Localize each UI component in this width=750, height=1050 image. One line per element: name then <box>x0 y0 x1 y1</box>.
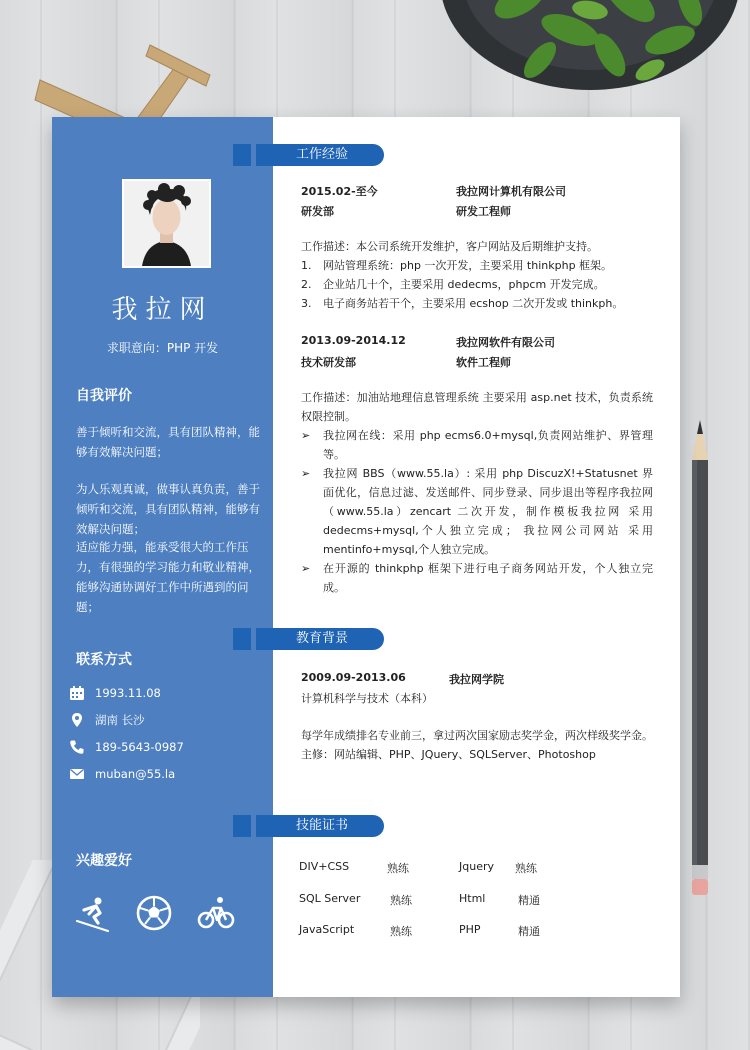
hobbies-heading: 兴趣爱好 <box>76 853 132 869</box>
self-eval-paragraph-2: 为人乐观真诚，做事认真负责，善于倾听和交流，具有团队精神，能够有效解决问题； <box>76 482 260 536</box>
skiing-icon <box>74 893 114 933</box>
skill-level: 熟练 <box>387 862 409 875</box>
contact-email <box>68 763 268 785</box>
contact-heading: 联系方式 <box>76 652 132 668</box>
edu-major: 计算机科学与技术（本科） <box>301 692 433 705</box>
list-item: 3. 电子商务站若干个，主要采用 ecshop 二次开发或 thinkph。 <box>301 297 624 310</box>
skill-name: PHP <box>459 923 481 936</box>
skill-level: 熟练 <box>390 894 412 907</box>
job1-date: 2015.02-至今 <box>301 185 378 198</box>
job1-description: 工作描述：本公司系统开发维护，客户网站及后期维护支持。 <box>301 240 598 253</box>
job2-description: 工作描述：加油站地理信息管理系统 主要采用 asp.net 技术，负责系统权限控制。 <box>301 391 653 423</box>
resume-main <box>273 117 680 997</box>
cycling-icon <box>196 893 236 933</box>
job2-date: 2013.09-2014.12 <box>301 334 406 347</box>
education-section-header <box>233 627 384 651</box>
job1-company: 我拉网计算机有限公司 <box>456 185 566 198</box>
phone-icon <box>68 738 86 756</box>
birthday-value: 1993.11.08 <box>95 686 161 700</box>
job-intent: 求职意向：PHP 开发 <box>106 341 219 355</box>
skills-section-header <box>233 814 384 838</box>
soccer-ball-icon <box>134 893 174 933</box>
section-marker <box>233 144 251 166</box>
skill-level: 熟练 <box>390 925 412 938</box>
list-item: ➢ 我拉网 BBS（www.55.la）: 采用 php DiscuzX!+Statusnet 界面优化，信息过滤、发送邮件、同步登录、同步退出等程序我拉网（www.55.la）zencart 二次开发，制作模板我拉网 采用 dedecms+mysql,个人独立完成； 我拉网公司网站 采用 mentinfo+mysql,个人独立完成。 <box>301 467 653 556</box>
skill-name: Jquery <box>459 860 494 873</box>
edu-awards: 每学年成绩排名专业前三，拿过两次国家励志奖学金，两次样级奖学金。 <box>301 729 653 742</box>
mail-icon <box>68 765 86 783</box>
job1-title: 研发工程师 <box>456 205 511 218</box>
skill-name: JavaScript <box>299 923 355 936</box>
edu-date: 2009.09-2013.06 <box>301 671 406 684</box>
skill-name: DIV+CSS <box>299 860 350 873</box>
skills-heading: 技能证书 <box>256 815 384 837</box>
email-value: muban@55.la <box>95 767 176 781</box>
section-marker <box>233 628 251 650</box>
candidate-name: 我拉网 <box>111 295 214 325</box>
skill-level: 精通 <box>518 925 540 938</box>
calendar-icon <box>68 684 86 702</box>
location-value: 湖南 长沙 <box>95 713 145 727</box>
job2-description-block <box>301 388 653 597</box>
contact-birthday <box>68 682 268 704</box>
edu-school: 我拉网学院 <box>449 673 504 686</box>
job2-company: 我拉网软件有限公司 <box>456 336 555 349</box>
list-item: ➢ 我拉网在线：采用 php ecms6.0+mysql,负责网站维护、界管理等。 <box>301 429 653 461</box>
section-marker <box>233 815 251 837</box>
work-section-header <box>233 143 384 167</box>
self-eval-heading: 自我评价 <box>76 388 132 404</box>
education-heading: 教育背景 <box>256 628 384 650</box>
job2-department: 技术研发部 <box>301 356 356 369</box>
edu-courses: 主修：网站编辑、PHP、JQuery、SQLServer、Photoshop <box>301 748 596 761</box>
job2-title: 软件工程师 <box>456 356 511 369</box>
job1-description-block <box>301 237 653 313</box>
list-item: ➢ 在开源的 thinkphp 框架下进行电子商务网站开发，个人独立完成。 <box>301 562 653 594</box>
list-item: 1. 网站管理系统：php 一次开发，主要采用 thinkphp 框架。 <box>301 259 613 272</box>
work-heading: 工作经验 <box>256 144 384 166</box>
resume-sidebar <box>52 117 273 997</box>
job1-department: 研发部 <box>301 205 334 218</box>
self-eval-paragraph-1: 善于倾听和交流，具有团队精神，能够有效解决问题； <box>76 425 260 459</box>
resume-page <box>52 117 680 997</box>
skill-name: Html <box>459 892 486 905</box>
phone-value: 189-5643-0987 <box>95 740 184 754</box>
skill-level: 精通 <box>518 894 540 907</box>
skill-level: 熟练 <box>515 862 537 875</box>
list-item: 2. 企业站几十个，主要采用 dedecms，phpcm 开发完成。 <box>301 278 605 291</box>
location-pin-icon <box>68 711 86 729</box>
potted-plant-decoration <box>430 0 750 110</box>
pencil-decoration <box>670 420 740 900</box>
profile-photo <box>122 179 211 268</box>
self-eval-paragraph-3: 适应能力强，能承受很大的工作压力，有很强的学习能力和敬业精神，能够沟通协调好工作中所遇到的问题； <box>76 540 260 614</box>
skill-name: SQL Server <box>299 892 361 905</box>
contact-location <box>68 709 268 731</box>
contact-phone <box>68 736 268 758</box>
